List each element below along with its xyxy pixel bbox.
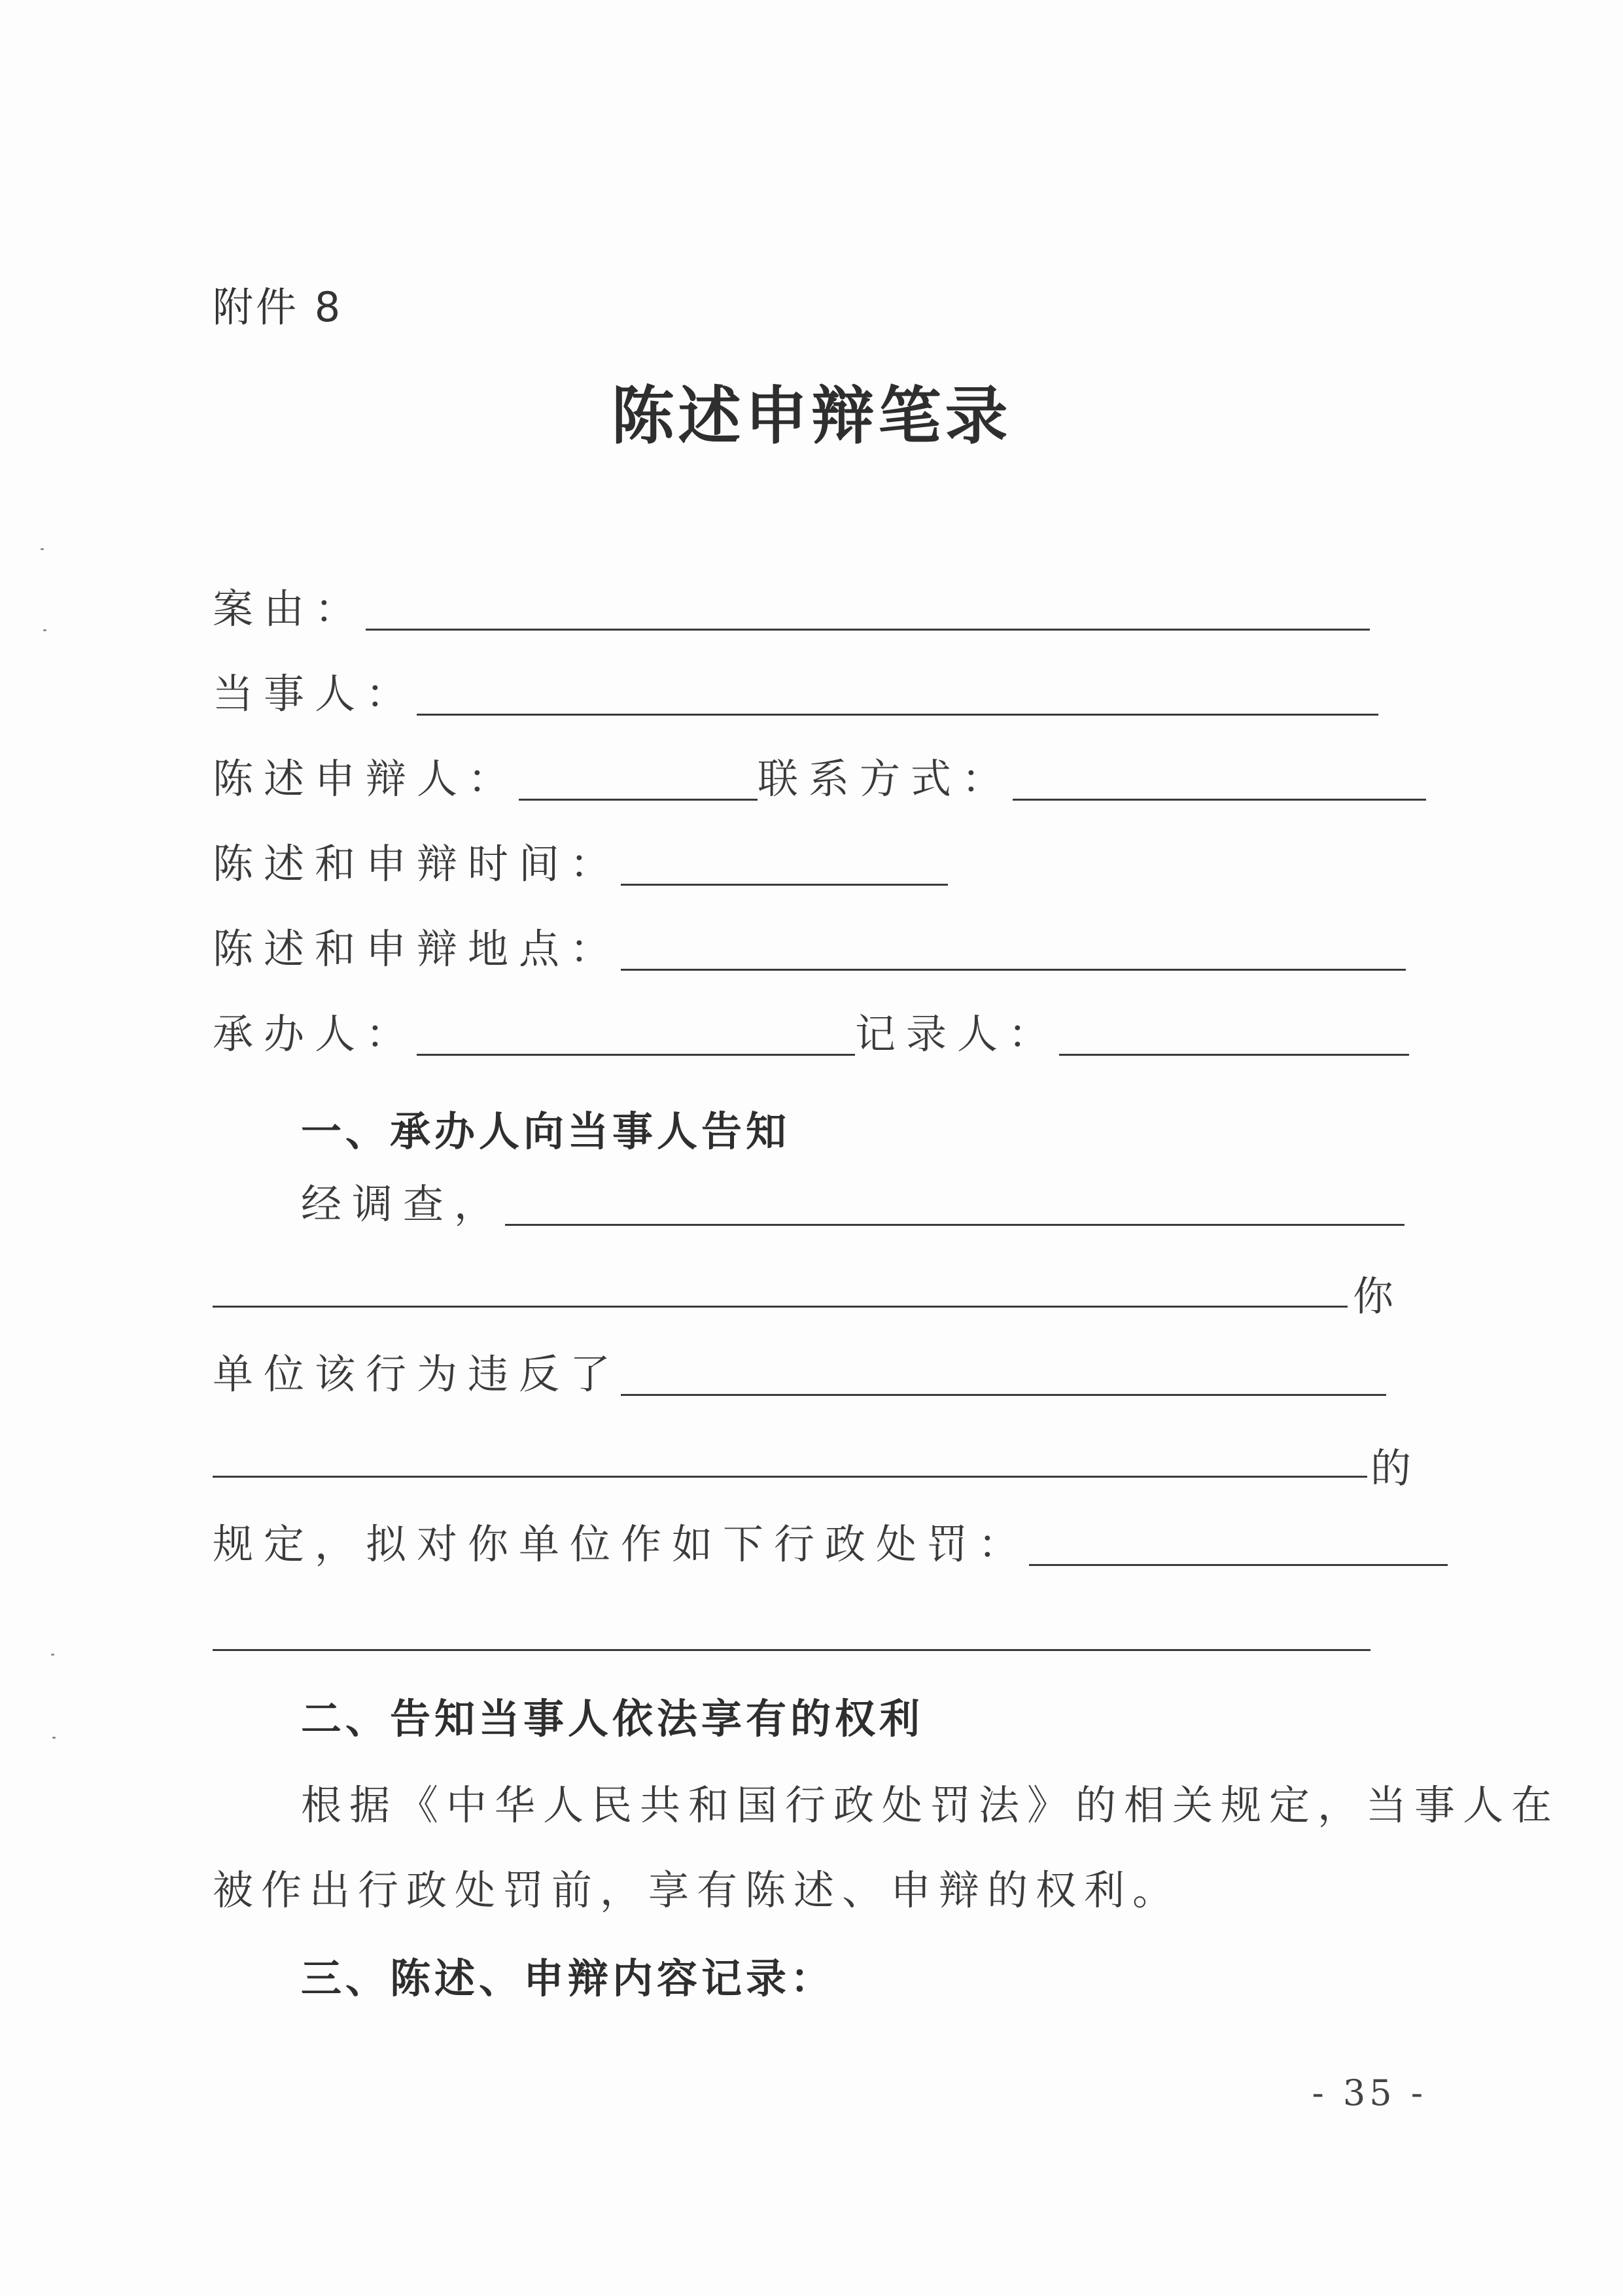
section2-paragraph-line2: 被作出行政处罚前，享有陈述、申辩的权利。: [213, 1866, 1181, 1914]
section2-heading: 二、告知当事人依法享有的权利: [301, 1695, 924, 1743]
scan-speck: [52, 1737, 56, 1739]
section1-line2-tail: 你: [1353, 1272, 1394, 1320]
section1-line1-blank[interactable]: [505, 1223, 1405, 1226]
section1-line5-blank[interactable]: [1029, 1563, 1448, 1566]
field-declarant-blank[interactable]: [519, 798, 758, 801]
section1-line1-row: [301, 1171, 1405, 1230]
field-declarant-row: [213, 746, 1426, 805]
field-place-blank[interactable]: [621, 968, 1406, 971]
field-recorder-blank[interactable]: [1059, 1053, 1409, 1056]
field-place-row: [213, 916, 1406, 975]
field-handler-row: [213, 1001, 1409, 1060]
field-contact-blank[interactable]: [1013, 798, 1426, 801]
field-place-label: 陈述和申辩地点：: [213, 925, 621, 973]
field-case-blank[interactable]: [366, 628, 1370, 631]
scan-speck: [43, 629, 46, 631]
field-party-label: 当事人：: [213, 670, 417, 718]
scan-speck: [41, 548, 44, 550]
section1-line5-row: [213, 1511, 1448, 1570]
section3-heading: 三、陈述、申辩内容记录：: [301, 1955, 835, 2002]
section1-line6-blank[interactable]: [213, 1648, 1370, 1651]
document-title: 陈述申辩笔录: [611, 379, 1012, 453]
section1-line4-tail: 的: [1370, 1444, 1412, 1492]
field-handler-blank[interactable]: [417, 1053, 855, 1056]
attachment-label: 附件 8: [213, 283, 343, 331]
field-party-row: [213, 661, 1378, 720]
field-time-row: [213, 831, 948, 890]
field-case-label: 案由：: [213, 585, 366, 633]
section1-line1-text: 经调查，: [301, 1180, 506, 1228]
field-declarant-label: 陈述申辩人：: [213, 755, 519, 803]
page-number: - 35 -: [1312, 2072, 1427, 2113]
section2-paragraph-line1: 根据《中华人民共和国行政处罚法》的相关规定，当事人在: [301, 1781, 1560, 1829]
section1-line3-row: [213, 1341, 1386, 1400]
field-recorder-label: 记录人：: [855, 1010, 1060, 1058]
field-time-label: 陈述和申辩时间：: [213, 840, 621, 888]
section1-line4-blank[interactable]: [213, 1475, 1367, 1478]
section1-line3-blank[interactable]: [621, 1393, 1386, 1396]
field-contact-label: 联系方式：: [758, 755, 1013, 803]
field-time-blank[interactable]: [621, 883, 948, 886]
section1-line3-text: 单位该行为违反了: [213, 1350, 621, 1398]
field-party-blank[interactable]: [417, 713, 1378, 716]
section1-heading: 一、承办人向当事人告知: [301, 1107, 791, 1155]
field-handler-label: 承办人：: [213, 1010, 417, 1058]
scan-speck: [51, 1654, 54, 1656]
field-case-row: [213, 576, 1370, 635]
section1-line2-blank[interactable]: [213, 1305, 1348, 1308]
section1-line5-text: 规定，拟对你单位作如下行政处罚：: [213, 1520, 1030, 1568]
